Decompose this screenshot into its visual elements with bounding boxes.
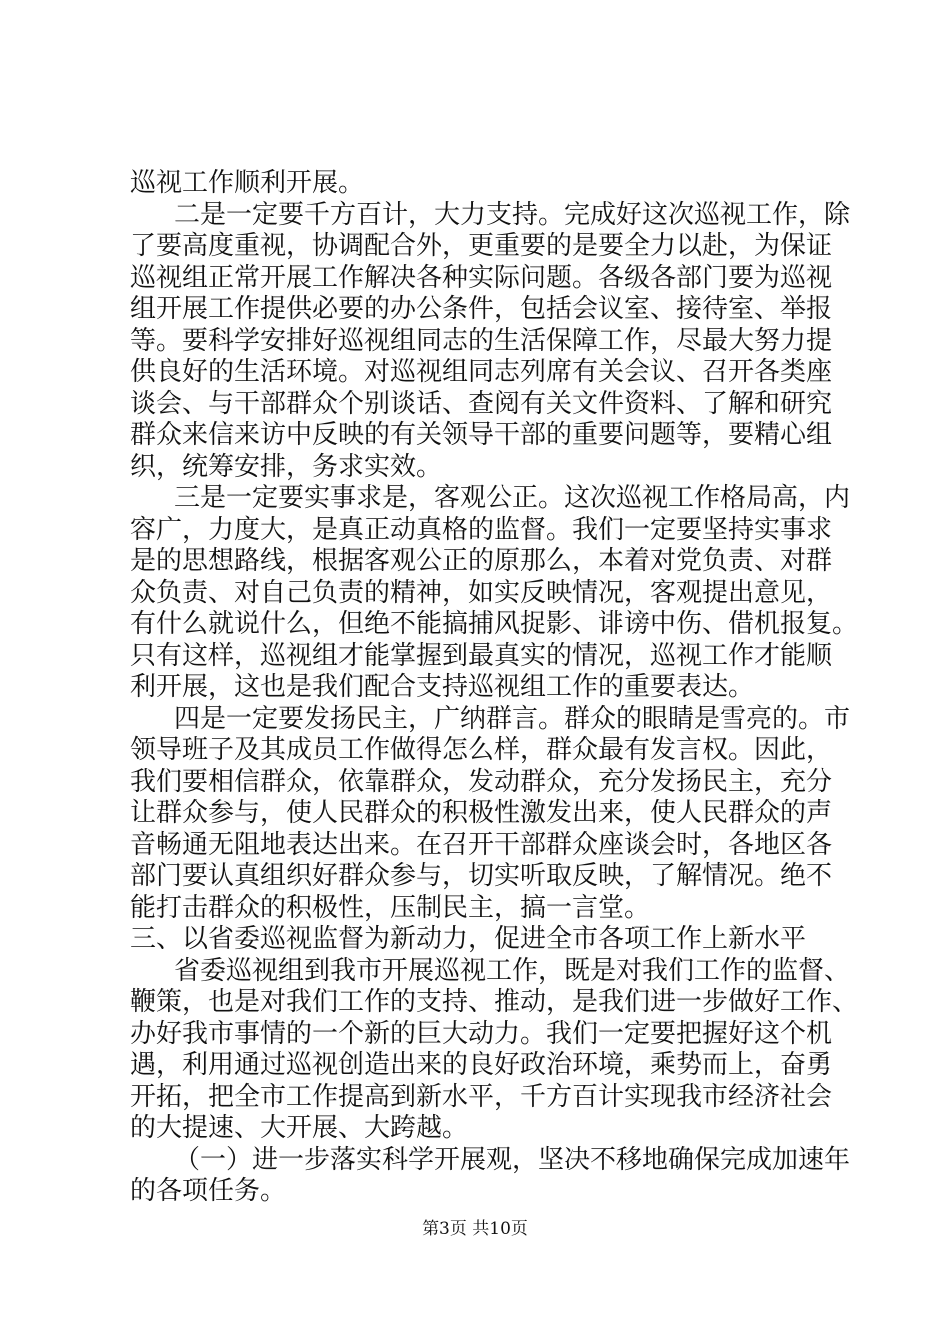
text-line: 利开展，这也是我们配合支持巡视组工作的重要表达。 [130,672,755,702]
text-line: 开拓，把全市工作提高到新水平，千方百计实现我市经济社会 [130,1081,833,1112]
text-line: 让群众参与，使人民群众的积极性激发出来，使人民群众的声 [130,798,833,828]
text-line: 供良好的生活环境。对巡视组同志列席有关会议、召开各类座 [130,357,833,387]
text-line: 了要高度重视，协调配合外，更重要的是要全力以赴，为保证 [130,231,833,261]
text-line: 我们要相信群众，依靠群众，发动群众，充分发扬民主，充分 [130,766,833,797]
subsection-heading: （一）进一步落实科学开展观，坚决不移地确保完成加速年 [174,1144,851,1175]
text-line: 三是一定要实事求是，客观公正。这次巡视工作格局高，内 [174,483,851,513]
section-heading: 三、以省委巡视监督为新动力，促进全市各项工作上新水平 [130,924,807,954]
text-line: 等。要科学安排好巡视组同志的生活保障工作，尽最大努力提 [130,325,833,356]
text-line: 组开展工作提供必要的办公条件，包括会议室、接待室、举报 [130,294,833,324]
text-line: 省委巡视组到我市开展巡视工作，既是对我们工作的监督、 [174,955,851,986]
text-line: 群众来信来访中反映的有关领导干部的重要问题等，要精心组 [130,420,833,450]
text-line: 谈会、与干部群众个别谈话、查阅有关文件资料、了解和研究 [130,388,833,419]
page-number-label: 第3页 共10页 [422,1219,528,1239]
text-line: 能打击群众的积极性，压制民主，搞一言堂。 [130,892,651,923]
text-line: 遇，利用通过巡视创造出来的良好政治环境，乘势而上，奋勇 [130,1050,833,1080]
text-line: 有什么就说什么，但绝不能搞捕风捉影、诽谤中伤、借机报复。 [130,609,859,639]
text-line: 四是一定要发扬民主，广纳群言。群众的眼睛是雪亮的。市 [174,703,851,734]
text-line: 二是一定要千方百计，大力支持。完成好这次巡视工作，除 [174,199,851,230]
text-line: 部门要认真组织好群众参与，切实听取反映，了解情况。绝不 [130,861,833,891]
text-line: 容广，力度大，是真正动真格的监督。我们一定要坚持实事求 [130,514,833,545]
text-line: 鞭策，也是对我们工作的支持、推动，是我们进一步做好工作、 [130,987,859,1017]
text-line: 众负责、对自己负责的精神，如实反映情况，客观提出意见， [130,577,833,608]
text-line: 巡视工作顺利开展。 [130,168,365,198]
text-line: 只有这样，巡视组才能掌握到最真实的情况，巡视工作才能顺 [130,640,833,671]
text-line: 的大提速、大开展、大跨越。 [130,1113,469,1143]
text-line: 领导班子及其成员工作做得怎么样，群众最有发言权。因此， [130,735,833,765]
text-line: 办好我市事情的一个新的巨大动力。我们一定要把握好这个机 [130,1018,833,1049]
text-line: 音畅通无阻地表达出来。在召开干部群众座谈会时，各地区各 [130,829,833,860]
text-line: 巡视组正常开展工作解决各种实际问题。各级各部门要为巡视 [130,262,833,293]
text-line: 织，统筹安排，务求实效。 [130,451,443,482]
text-line: 的各项任务。 [130,1176,287,1206]
text-line: 是的思想路线，根据客观公正的原那么，本着对党负责、对群 [130,546,833,576]
page-footer [0,1218,950,1240]
